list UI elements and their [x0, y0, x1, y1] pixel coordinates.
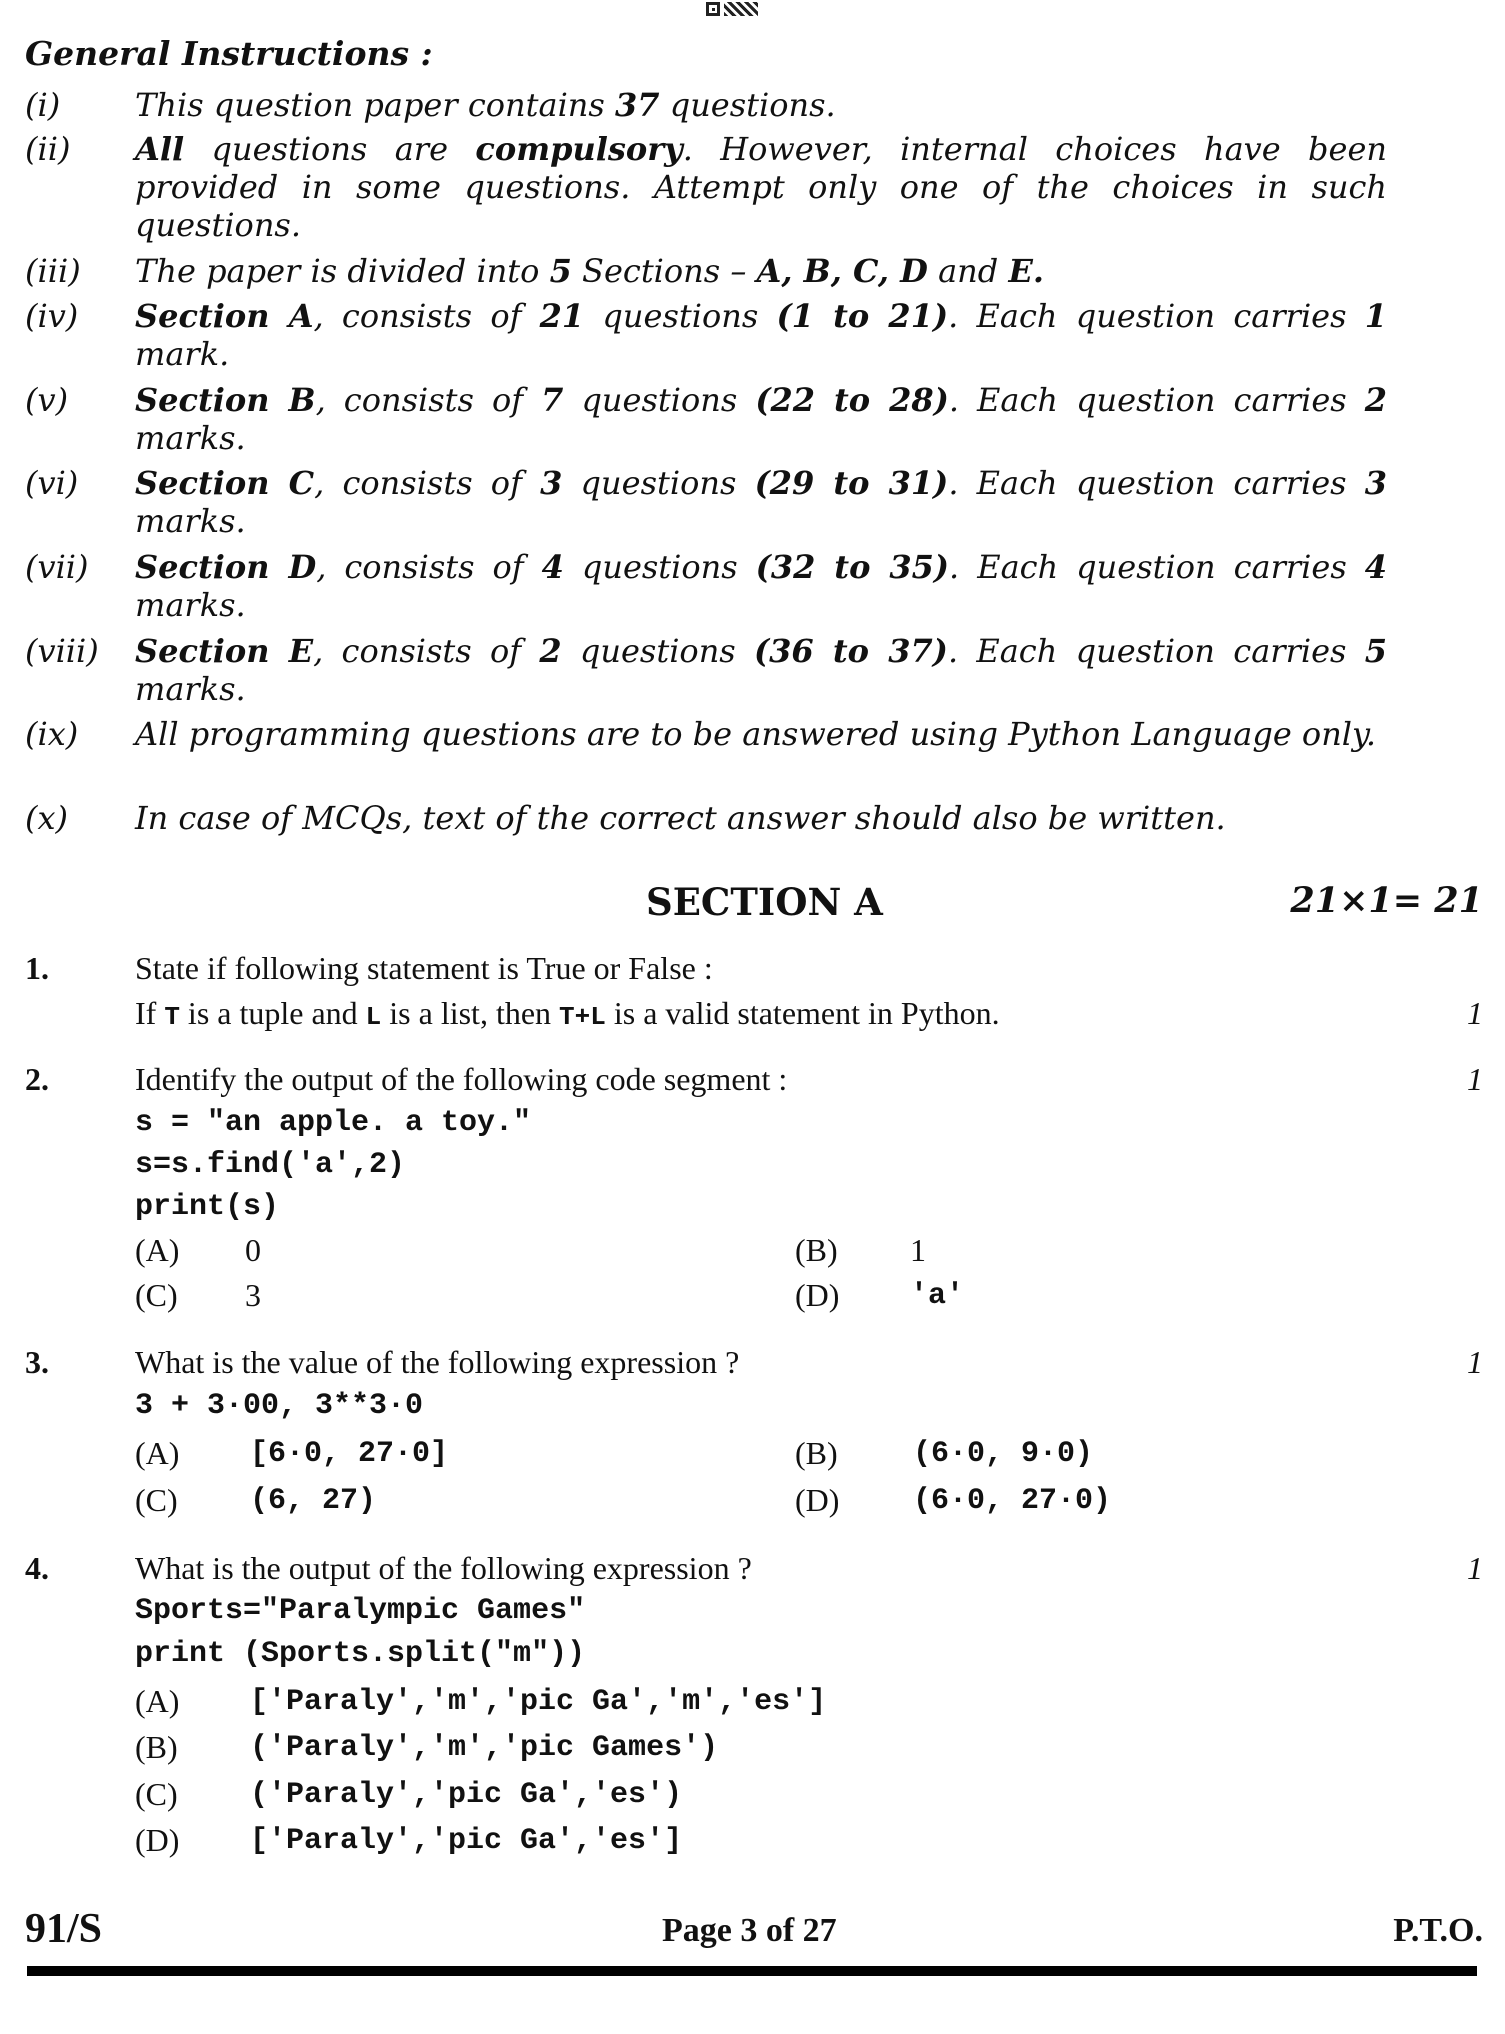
- question-number: 3.: [25, 1344, 49, 1380]
- option-value: (6, 27): [250, 1484, 377, 1518]
- option-label: (D): [795, 1277, 840, 1313]
- option-label: (B): [795, 1232, 838, 1268]
- option-value: ['Paraly','m','pic Ga','m','es']: [250, 1685, 827, 1719]
- question-text: State if following statement is True or False :: [135, 950, 713, 986]
- instruction-text: Section C, consists of 3 questions (29 to 31). Each question carries 3 marks.: [135, 464, 1388, 540]
- question-statement: If T is a tuple and L is a list, then T+L is a valid statement in Python.: [135, 995, 1000, 1032]
- option-label: (A): [135, 1435, 180, 1471]
- code-line: s=s.find('a',2): [135, 1148, 406, 1182]
- option-value: 3: [245, 1277, 261, 1313]
- question-number: 1.: [25, 950, 49, 986]
- instruction-text: All programming questions are to be answered using Python Language only.: [135, 715, 1377, 753]
- option-value: (6·0, 9·0): [913, 1437, 1094, 1471]
- instruction-label: (iii): [25, 252, 81, 290]
- question-number: 4.: [25, 1550, 49, 1586]
- option-value: ('Paraly','m','pic Games'): [250, 1731, 719, 1765]
- instruction-label: (vii): [25, 548, 89, 586]
- instructions-title: General Instructions :: [25, 34, 433, 73]
- instruction-text: Section D, consists of 4 questions (32 to 35). Each question carries 4 marks.: [135, 548, 1387, 624]
- option-value: 'a': [910, 1279, 965, 1313]
- instruction-text: Section B, consists of 7 questions (22 to 28). Each question carries 2 marks.: [135, 381, 1388, 457]
- question-marks: 1: [1467, 1550, 1483, 1586]
- option-label: (A): [135, 1683, 180, 1719]
- instruction-label: (viii): [25, 632, 99, 670]
- instruction-label: (v): [25, 381, 69, 419]
- option-label: (C): [135, 1277, 178, 1313]
- instruction-label: (ii): [25, 130, 71, 168]
- code-line: print(s): [135, 1190, 280, 1224]
- code-line: 3 + 3·00, 3**3·0: [135, 1389, 424, 1423]
- instruction-text: In case of MCQs, text of the correct answer should also be written.: [135, 799, 1226, 837]
- question-marks: 1: [1467, 1061, 1483, 1097]
- option-label: (C): [135, 1482, 178, 1518]
- question-text: Identify the output of the following code segment :: [135, 1061, 788, 1097]
- footer-rule: [27, 1966, 1477, 1976]
- option-label: (D): [795, 1482, 840, 1518]
- question-number: 2.: [25, 1061, 49, 1097]
- instruction-text: This question paper contains 37 questions.: [135, 86, 836, 124]
- option-value: [6·0, 27·0]: [250, 1437, 449, 1471]
- instruction-label: (ix): [25, 715, 79, 753]
- section-marks: 21×1= 21: [1290, 880, 1483, 921]
- option-value: 1: [910, 1232, 926, 1268]
- option-value: ['Paraly','pic Ga','es']: [250, 1824, 683, 1858]
- question-text: What is the output of the following expression ?: [135, 1550, 752, 1586]
- instruction-text: Section A, consists of 21 questions (1 to 21). Each question carries 1 mark.: [135, 297, 1388, 373]
- code-line: s = "an apple. a toy.": [135, 1106, 532, 1140]
- code-line: Sports="Paralympic Games": [135, 1594, 586, 1628]
- code-line: print (Sports.split("m")): [135, 1637, 586, 1671]
- instruction-label: (vi): [25, 464, 79, 502]
- qr-pattern-icon: [724, 2, 758, 16]
- question-text: What is the value of the following expression ?: [135, 1344, 740, 1380]
- option-value: 0: [245, 1232, 261, 1268]
- question-marks: 1: [1467, 1344, 1483, 1380]
- option-label: (B): [135, 1729, 178, 1765]
- question-marks: 1: [1467, 995, 1483, 1031]
- section-title: SECTION A: [646, 880, 883, 924]
- instruction-label: (i): [25, 86, 61, 124]
- instruction-label: (iv): [25, 297, 79, 335]
- option-label: (B): [795, 1435, 838, 1471]
- please-turn-over: P.T.O.: [1393, 1912, 1483, 1949]
- instruction-text: Section E, consists of 2 questions (36 to 37). Each question carries 5 marks.: [135, 632, 1388, 708]
- page-number: Page 3 of 27: [662, 1912, 837, 1949]
- option-label: (D): [135, 1822, 180, 1858]
- qr-finder-icon: [706, 2, 720, 16]
- instruction-text: The paper is divided into 5 Sections – A, B, C, D and E.: [135, 252, 1044, 290]
- option-label: (A): [135, 1232, 180, 1268]
- option-label: (C): [135, 1776, 178, 1812]
- instruction-label: (x): [25, 799, 69, 837]
- qr-code-icon: [706, 2, 766, 18]
- option-value: ('Paraly','pic Ga','es'): [250, 1778, 683, 1812]
- paper-code: 91/S: [25, 1906, 103, 1952]
- option-value: (6·0, 27·0): [913, 1484, 1112, 1518]
- instruction-text: All questions are compulsory. However, internal choices have been provided in some questions. Attempt only one of the choices in such questions.: [135, 130, 1388, 244]
